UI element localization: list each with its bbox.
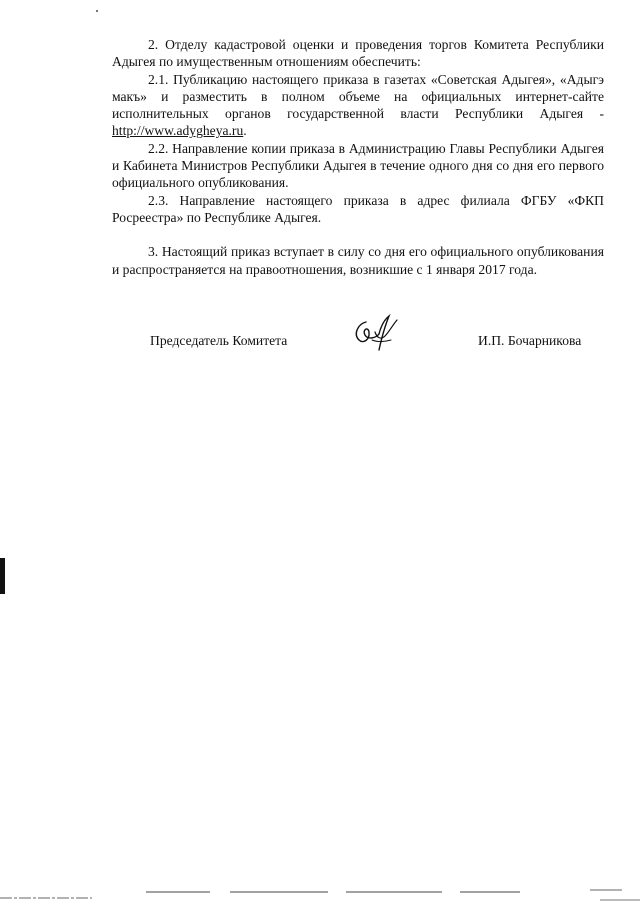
scan-artifact-dot [96,10,98,12]
signature-block [0,328,640,368]
paragraph-item-3: 3. Настоящий приказ вступает в силу со дня его официального опубликования и распространяется на правоотношения, возникшие с 1 января 2017 года. [112,244,604,277]
scan-bottom-lines [0,886,640,905]
paragraph-item-2-1 [112,71,604,140]
paragraph-item-2-1-ending: . [243,123,247,139]
scan-binding-mark [0,558,5,594]
website-link[interactable]: http://www.adygheya.ru [112,123,244,139]
signer-position: Председатель Комитета [150,333,288,348]
signer-name: И.П. Бочарникова [478,333,582,348]
paragraph-item-2-2: 2.2. Направление копии приказа в Администрацию Главы Республики Адыгея и Кабинета Министров Республики Адыгея в течение одного дня со дня его первого официального опубликования. [112,140,604,191]
document-body [112,36,604,278]
paragraph-item-2-3: 2.3. Направление настоящего приказа в адрес филиала ФГБУ «ФКП Росреестра» по Республике Адыгея. [112,192,604,225]
paragraph-gap [112,226,604,243]
paragraph-item-2-1-text: 2.1. Публикацию настоящего приказа в газетах «Советская Адыгея», «Адыгэ макъ» и разместить в полном объеме на официальных интернет-сайте исполнительных органов государственной власти Республики Адыгея - [112,71,604,122]
signature-icon [348,312,404,364]
paragraph-item-2: 2. Отделу кадастровой оценки и проведения торгов Комитета Республики Адыгея по имущественным отношениям обеспечить: [112,37,604,70]
